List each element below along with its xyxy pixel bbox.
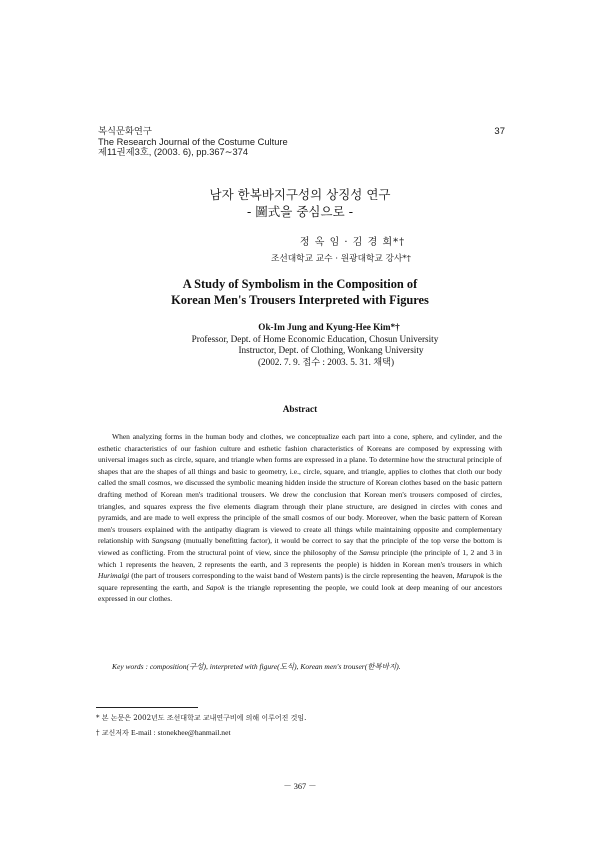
- footnote-corresponding-label: † 교신저자: [96, 728, 131, 737]
- korean-affiliation: 조선대학교 교수 · 원광대학교 강사*†: [271, 254, 411, 264]
- journal-name-kr: 복식문화연구: [98, 126, 152, 136]
- corresponding-email: E-mail : stonekhee@hanmail.net: [131, 727, 231, 737]
- english-title-line1: A Study of Symbolism in the Composition of: [182, 277, 418, 291]
- footnote-corresponding: [96, 726, 306, 741]
- journal-header: [98, 126, 288, 158]
- affiliation-professor: Professor, Dept. of Home Economic Education, Chosun University: [191, 333, 439, 344]
- abstract-text-5: is the square representing the earth, and: [98, 571, 502, 592]
- page-number-bottom: － 367 －: [283, 782, 317, 791]
- abstract-text-2: (mutually benefitting factor), it would be correct to say that the principle of the top verse the bottom is viewed as conflicting. From the structural point of view, since the philosophy of the: [98, 536, 502, 557]
- korean-authors: [0, 235, 600, 267]
- footnote-funding: * 본 논문은 2002년도 조선대학교 교내연구비에 의해 이루어진 것임.: [96, 714, 307, 722]
- abstract-text-4: (the part of trousers corresponding to the waist band of Western pants) is the circle representing the heaven,: [129, 571, 457, 581]
- footnote-rule: [96, 707, 198, 708]
- abstract-body: [98, 431, 502, 605]
- korean-author-names: 정 옥 임 · 김 경 희*†: [299, 237, 406, 248]
- abstract-text-1: When analyzing forms in the human body and clothes, we conceptualize each part into a cone, sphere, and cylinder, and the esthetic characteristics of our fashion culture and esthetic fashion characteristics of Koreans are composed by expressing with universal images such as circle, square, and triangle when forms are expressed in a plane. To determine how the structural principle of shapes that are the shapes of all things and basic to geometry, i.e., circle, square, and triangle, applies to clothes that cloth our body called the small cosmos, we discussed the symbolic meaning hidden inside the structure of Korean clothes based on the basic pattern drafting method of Korean men's traditional trousers. We drew the conclusion that Korean men's trousers composed of circles, triangles, and squares express the five elements diagram through their plane structure, are designed in circles with cones and pyramids, and are made to well express the principle of the small cosmos of our body. Moreover, when the basic pattern of Korean men's trousers explained with the antipathy diagram is viewed to create all things while maintaining opposite and complementary relationship with: [98, 432, 502, 546]
- journal-volume: 제11권제3호, (2003. 6), pp.367∼374: [98, 147, 249, 157]
- abstract-heading: Abstract: [282, 405, 318, 415]
- term-marupok: Marupok: [456, 571, 484, 581]
- term-sapok: Sapok: [206, 582, 225, 592]
- received-accepted-dates: (2002. 7. 9. 접수 : 2003. 5. 31. 채택): [257, 356, 395, 367]
- korean-title-line2: - 圖式을 중심으로 -: [246, 204, 354, 219]
- english-authors: [0, 322, 600, 368]
- journal-name-en: The Research Journal of the Costume Culture: [98, 136, 288, 147]
- abstract-text-6: is the triangle representing the people, we could look at deep meaning of our ancestors expressed in our clothes.: [98, 582, 502, 604]
- affiliation-instructor: Instructor, Dept. of Clothing, Wonkang University: [238, 345, 424, 356]
- term-samsu: Samsu: [359, 547, 379, 557]
- keywords: Key words : composition(구성), interpreted with figure(도식), Korean men's trouser(한복바지).: [112, 662, 401, 671]
- korean-title-line1: 남자 한복바지구성의 상징성 연구: [209, 187, 391, 202]
- english-title-line2: Korean Men's Trousers Interpreted with Figures: [171, 293, 429, 307]
- korean-title: [0, 186, 600, 220]
- footnotes: [96, 712, 306, 740]
- term-sangsang: Sangsang: [151, 536, 181, 546]
- english-author-names: Ok-Im Jung and Kyung-Hee Kim*†: [258, 322, 400, 332]
- page-number-top: 37: [494, 126, 505, 137]
- abstract-text-3: principle (the principle of 1, 2 and 3 in which 1 represents the heaven, 2 represents the earth, and 3 represents the people) is hidden in Korean men's trousers in which: [98, 547, 502, 569]
- english-title: [0, 276, 600, 308]
- term-hurimalgi: Hurimalgi: [98, 571, 130, 581]
